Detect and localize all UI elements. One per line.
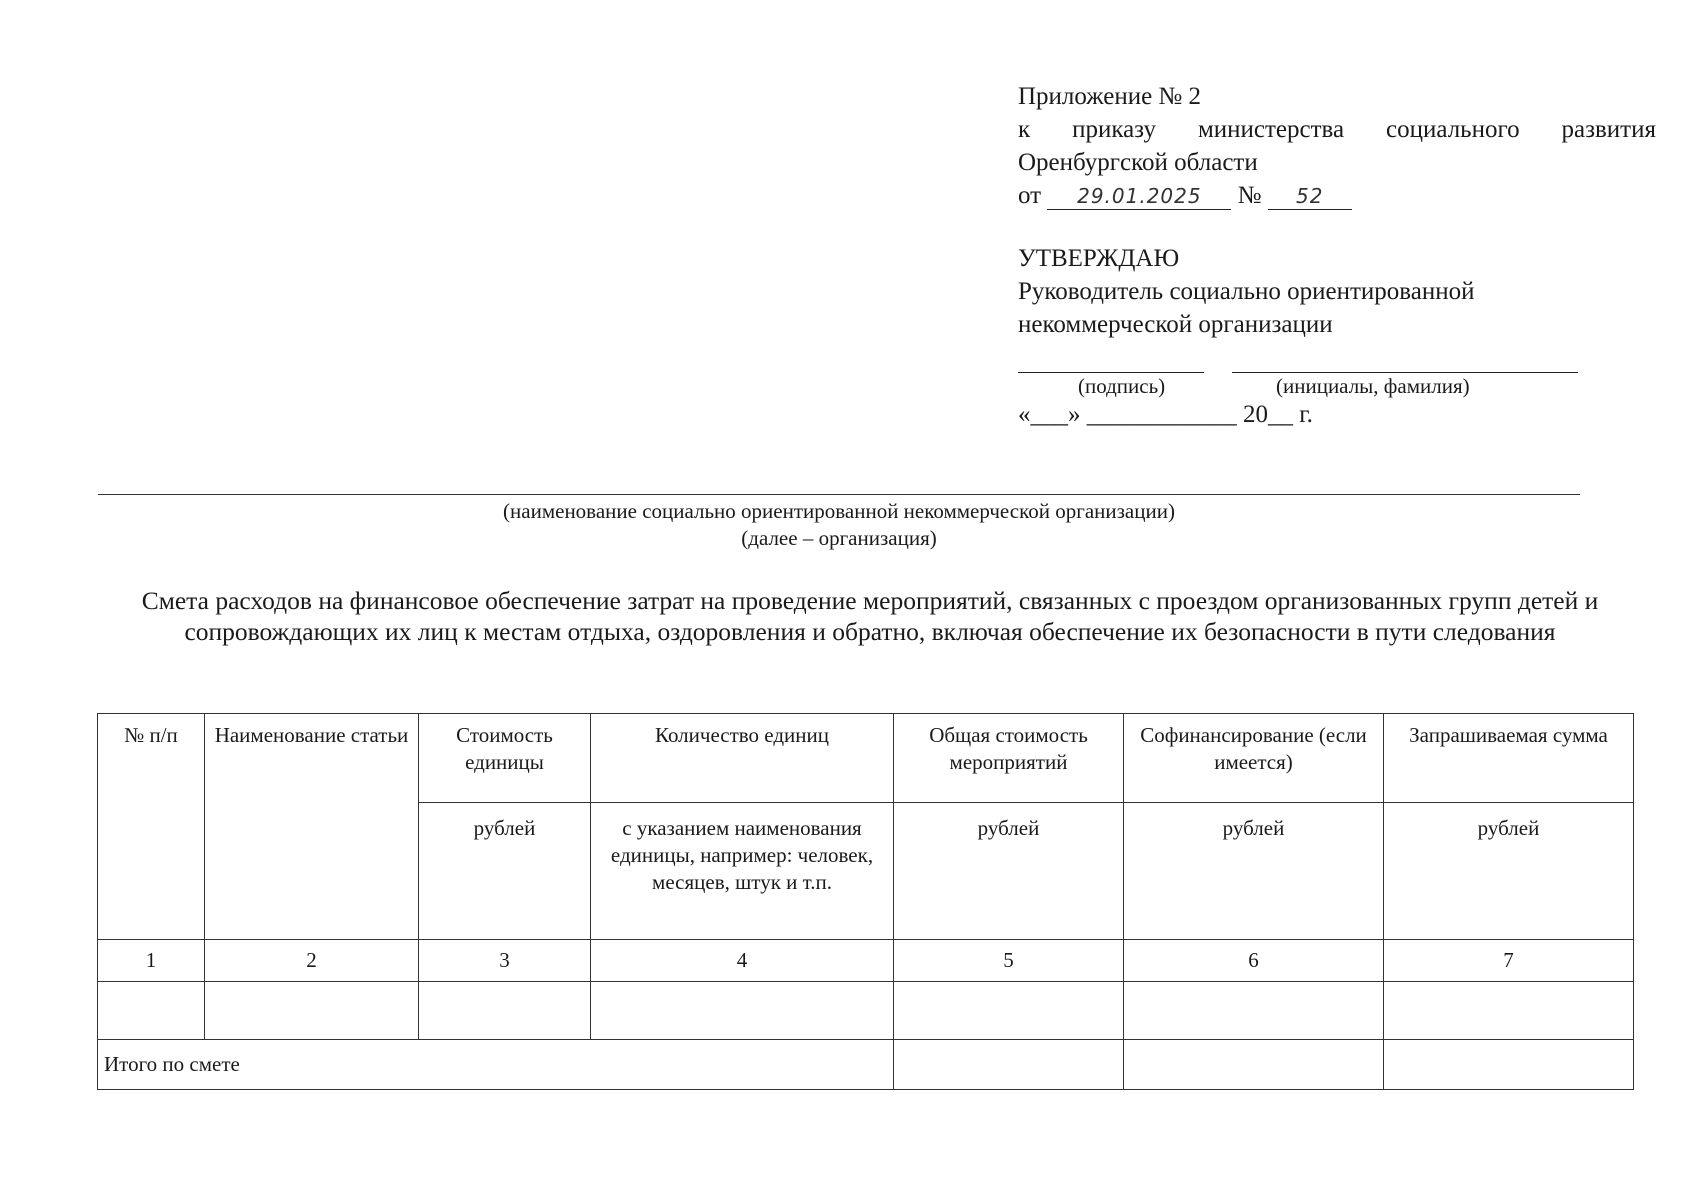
unit-cell: рублей: [1384, 803, 1634, 940]
order-number-value: 52: [1295, 184, 1324, 208]
header-cofinancing: Софинансирование (если имеется): [1124, 714, 1384, 803]
appendix-region: Оренбургской области: [1018, 149, 1258, 176]
approval-line-2: некоммерческой организации: [1018, 311, 1333, 338]
column-number: 1: [98, 940, 205, 982]
estimate-table: [97, 713, 1634, 1090]
unit-cell: рублей: [1124, 803, 1384, 940]
appendix-word: приказу: [1072, 116, 1157, 143]
total-cell: [1384, 1040, 1634, 1090]
table-cell: [1384, 982, 1634, 1040]
column-number: 7: [1384, 940, 1634, 982]
header-requested-amount: Запрашиваемая сумма: [1384, 714, 1634, 803]
column-number: 4: [591, 940, 894, 982]
name-caption: (инициалы, фамилия): [1276, 374, 1470, 398]
organization-captions: [98, 498, 1580, 552]
organization-name-line: [98, 494, 1580, 495]
table-cell: [894, 982, 1124, 1040]
approval-date: «___» ____________ 20__ г.: [1018, 401, 1313, 428]
column-number: 5: [894, 940, 1124, 982]
appendix-order-line: [1018, 113, 1656, 146]
document-title: Смета расходов на финансовое обеспечение затрат на проведение мероприятий, связанных с проездом организованных групп детей и сопровождающих их лиц к местам отдыха, оздоровления и обратно, включая обеспечение их безопасности в пути следования: [141, 586, 1599, 646]
date-prefix: от: [1018, 182, 1042, 209]
header-unit-count: Количество единиц: [591, 714, 894, 803]
table-total-row: [98, 1040, 1634, 1090]
table-cell: [205, 982, 419, 1040]
header-total-cost: Общая стоимость мероприятий: [894, 714, 1124, 803]
appendix-date-line: [1018, 179, 1656, 212]
column-number: 2: [205, 940, 419, 982]
appendix-word: министерства: [1197, 116, 1345, 143]
table-cell: [98, 982, 205, 1040]
appendix-block: [1018, 80, 1656, 212]
approval-block: [1018, 242, 1618, 341]
order-date-value: 29.01.2025: [1077, 184, 1202, 208]
approval-line-1: Руководитель социально ориентированной: [1018, 278, 1475, 305]
table-cell: [1124, 982, 1384, 1040]
unit-cell: с указанием наименования единицы, например: человек, месяцев, штук и т.п.: [591, 803, 894, 940]
order-date: [1047, 183, 1231, 210]
signature-caption: (подпись): [1078, 374, 1166, 398]
total-cell: [1124, 1040, 1384, 1090]
header-item-name: Наименование статьи: [205, 714, 419, 940]
table-header-row: [98, 714, 1634, 803]
header-number: № п/п: [98, 714, 205, 940]
unit-cell: рублей: [419, 803, 591, 940]
table-cell: [591, 982, 894, 1040]
column-number: 6: [1124, 940, 1384, 982]
organization-caption: (наименование социально ориентированной некоммерческой организации): [503, 499, 1175, 523]
organization-note: (далее – организация): [741, 526, 937, 550]
table-cell: [419, 982, 591, 1040]
total-label: Итого по смете: [98, 1040, 894, 1090]
header-unit-cost: Стоимость единицы: [419, 714, 591, 803]
order-number: [1268, 183, 1352, 210]
appendix-word: развития: [1561, 116, 1656, 143]
column-number: 3: [419, 940, 591, 982]
table-row: [98, 982, 1634, 1040]
appendix-word: социального: [1386, 116, 1520, 143]
approval-heading: УТВЕРЖДАЮ: [1018, 245, 1180, 272]
appendix-title: Приложение № 2: [1018, 83, 1202, 110]
signature-line: [1018, 372, 1204, 373]
number-prefix: №: [1237, 182, 1262, 209]
unit-cell: рублей: [894, 803, 1124, 940]
appendix-word: к: [1018, 116, 1031, 143]
name-line: [1232, 372, 1578, 373]
total-cell: [894, 1040, 1124, 1090]
table-column-numbers-row: [98, 940, 1634, 982]
